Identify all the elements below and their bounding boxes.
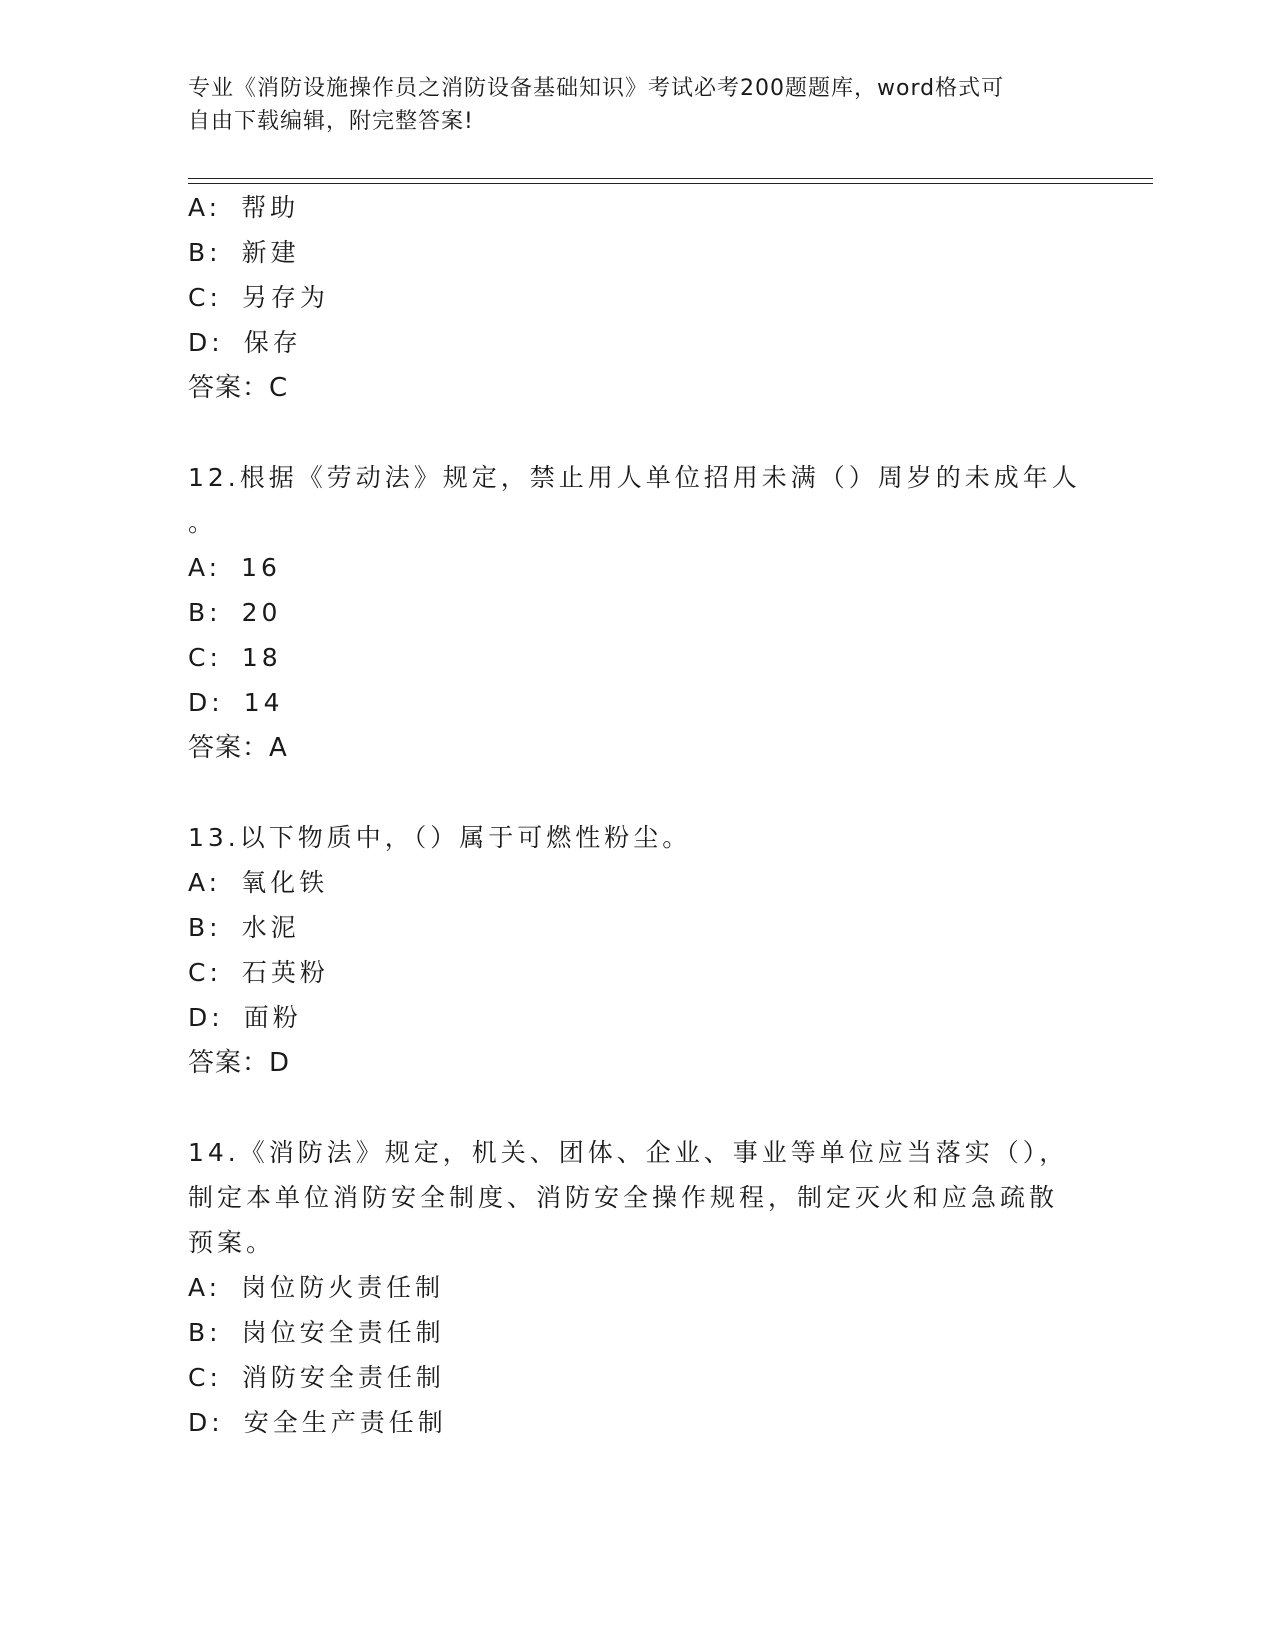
option-text: 20 bbox=[241, 598, 282, 627]
option-key: B: bbox=[188, 1318, 222, 1347]
header-line-1: 专业《消防设施操作员之消防设备基础知识》考试必考200题题库，word格式可 bbox=[188, 76, 1005, 101]
option-key: B: bbox=[188, 913, 222, 942]
option-key: D: bbox=[188, 1003, 224, 1032]
option-key: C: bbox=[188, 958, 222, 987]
option-text: 岗位防火责任制 bbox=[241, 1273, 445, 1302]
option-key: B: bbox=[188, 238, 222, 267]
q14-option-d bbox=[188, 1403, 447, 1443]
q14-option-b bbox=[188, 1313, 445, 1353]
q14-stem-line-2: 制定本单位消防安全制度、消防安全操作规程，制定灭火和应急疏散 bbox=[188, 1183, 1059, 1212]
option-text: 18 bbox=[241, 643, 282, 672]
q12-option-c bbox=[188, 638, 282, 678]
option-text: 氧化铁 bbox=[241, 868, 329, 897]
option-text: 消防安全责任制 bbox=[241, 1363, 445, 1392]
option-text: 14 bbox=[243, 688, 284, 717]
option-text: 岗位安全责任制 bbox=[241, 1318, 445, 1347]
option-text: 安全生产责任制 bbox=[243, 1408, 447, 1437]
option-key: C: bbox=[188, 643, 222, 672]
option-text: 16 bbox=[241, 553, 281, 582]
q14-stem-line-3: 预案。 bbox=[188, 1228, 276, 1257]
q12-answer: 答案：A bbox=[188, 733, 288, 763]
option-text: 石英粉 bbox=[241, 958, 329, 987]
header-rule-top bbox=[188, 178, 1153, 179]
document-header bbox=[188, 72, 1068, 138]
q11-option-a bbox=[188, 188, 299, 228]
q12-option-d bbox=[188, 683, 284, 723]
option-text: 水泥 bbox=[241, 913, 300, 942]
header-rule-bottom bbox=[188, 183, 1153, 184]
option-key: D: bbox=[188, 1408, 224, 1437]
header-line-2: 自由下载编辑，附完整答案! bbox=[188, 109, 474, 134]
option-key: D: bbox=[188, 688, 224, 717]
option-text: 面粉 bbox=[243, 1003, 302, 1032]
q11-option-d bbox=[188, 323, 302, 363]
option-key: D: bbox=[188, 328, 224, 357]
option-key: A: bbox=[188, 868, 222, 897]
q13-option-a bbox=[188, 863, 328, 903]
option-key: A: bbox=[188, 1273, 222, 1302]
q14-option-c bbox=[188, 1358, 445, 1398]
q11-option-b bbox=[188, 233, 300, 273]
q11-answer: 答案：C bbox=[188, 373, 289, 403]
q13-option-c bbox=[188, 953, 329, 993]
option-text: 新建 bbox=[241, 238, 300, 267]
option-text: 帮助 bbox=[241, 193, 300, 222]
q14-option-a bbox=[188, 1268, 444, 1308]
q12-stem-line-2: 。 bbox=[188, 508, 218, 537]
q13-option-d bbox=[188, 998, 302, 1038]
q11-option-c bbox=[188, 278, 329, 318]
option-key: C: bbox=[188, 283, 222, 312]
option-key: B: bbox=[188, 598, 222, 627]
option-text: 另存为 bbox=[241, 283, 329, 312]
q13-stem-line-1: 13.以下物质中，（）属于可燃性粉尘。 bbox=[188, 823, 692, 852]
q12-option-a bbox=[188, 548, 281, 588]
option-key: A: bbox=[188, 553, 222, 582]
q13-option-b bbox=[188, 908, 300, 948]
option-key: A: bbox=[188, 193, 222, 222]
q14-stem-line-1: 14.《消防法》规定，机关、团体、企业、事业等单位应当落实（）， bbox=[188, 1138, 1069, 1167]
option-text: 保存 bbox=[243, 328, 302, 357]
q12-stem-line-1: 12.根据《劳动法》规定，禁止用人单位招用未满（）周岁的未成年人 bbox=[188, 463, 1081, 492]
q13-answer: 答案：D bbox=[188, 1048, 291, 1078]
q12-option-b bbox=[188, 593, 281, 633]
option-key: C: bbox=[188, 1363, 222, 1392]
